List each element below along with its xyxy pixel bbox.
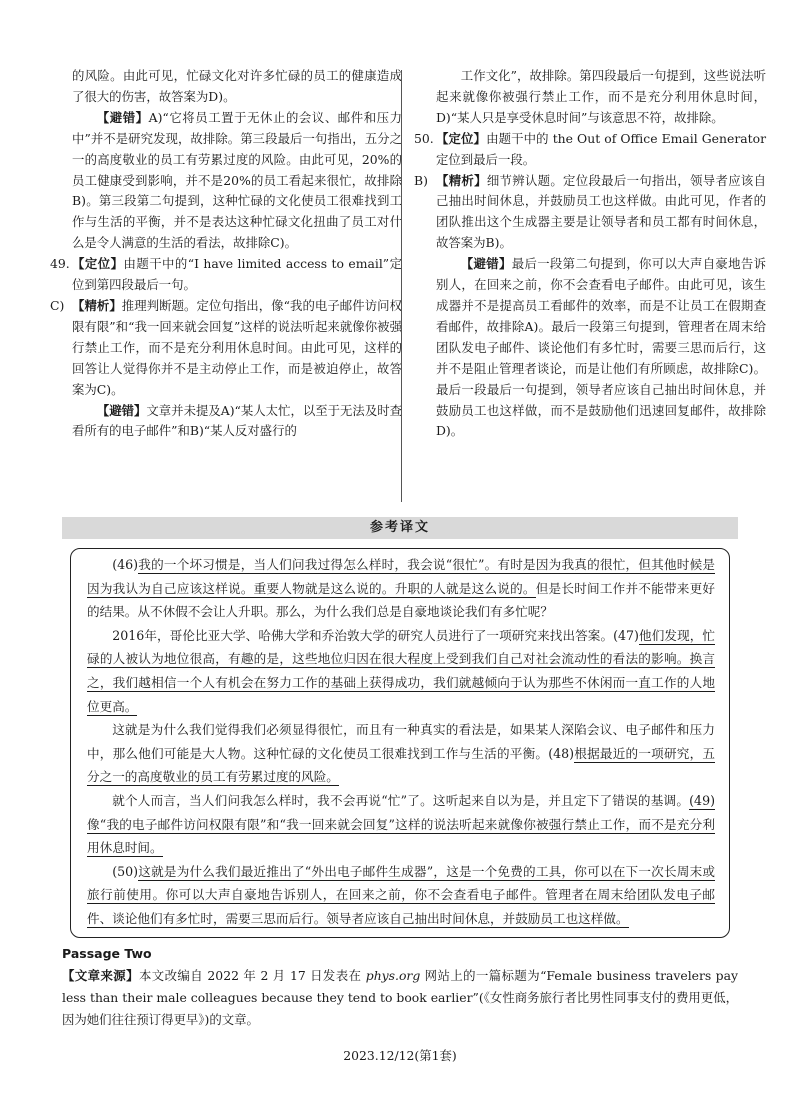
plain-text: 2016年，哥伦比亚大学、哈佛大学和乔治敦大学的研究人员进行了一项研究来找出答案。(47) [112, 627, 639, 643]
translation-paragraph-1 [87, 553, 715, 624]
question-number: 50. [414, 130, 434, 146]
underlined-sentence-48: 根据最近的一项研究，五分之一的高度敬业的员工有劳累过度的风险。 [87, 745, 716, 785]
plain-text: 就个人而言，当人们问我怎么样时，我不会再说“忙”了。这听起来自以为是，并且定下了错误的基调。 [112, 792, 690, 808]
analysis-label: 【精析】 [436, 172, 487, 188]
marker-46: (46) [112, 557, 139, 572]
left-column [50, 66, 403, 442]
page-footer: 2023.12/12(第1套) [343, 1048, 457, 1063]
locate-text: 由题干中的“I have limited access to email”定位到第四段最后一句。 [72, 256, 403, 293]
locate-text: 由题干中的 the Out of Office Email Generator 定位到最后一段。 [436, 130, 766, 167]
underlined-sentence-50: 这就是为什么我们最近推出了“外出电子邮件生成器”，这是一个免费的工具，你可以在下一次长周末或旅行前使用。你可以大声自豪地告诉别人，在回来之前，你不会查看电子邮件。管理者在周末给团队发电子邮件、谈论他们有多忙时，需要三思而后行。领导者应该自己抽出时间休息，并鼓励员工也这样做。 [87, 863, 715, 926]
q48-avoid-note [72, 108, 402, 254]
passage-two-heading: Passage Two [62, 946, 152, 961]
q49-avoid-note [72, 401, 402, 443]
avoid-label: 【避错】 [460, 256, 512, 272]
section-header-bar [62, 517, 738, 539]
avoid-text: 文章并未提及A)“某人太忙，以至于无法及时查看所有的电子邮件”和B)“某人反对盛行的 [72, 402, 403, 439]
avoid-text: 最后一段第二句提到，你可以大声自豪地告诉别人，在回来之前，你不会查看电子邮件。由此可见，该生成器并不是提高员工看邮件的效率，而是不让员工在假期查看邮件，故排除A)。最后一段第三句提到，管理者在周末给团队发电子邮件、谈论他们有多忙时，需要三思而后行，这并不是阻止管理者谈论，而是让他们有所顾虑，故排除C)。最后一段最后一句提到，领导者应该自己抽出时间休息，并鼓励员工也这样做，而不是鼓励他们迅速回复邮件，故排除D)。 [436, 256, 767, 439]
underlined-sentence-46: 我的一个坏习惯是，当人们问我过得怎么样时，我会说“很忙”。有时是因为我真的很忙，但其他时候是因为我认为自己应该这样说。重要人物就是这么说的。升职的人就是这么说的。 [87, 557, 715, 596]
q49-analysis [50, 296, 402, 401]
right-paragraph-1: 工作文化”，故排除。第四段最后一句提到，这些说法听起来就像你被强行禁止工作，而不是充分利用休息时间，D)“某人只是享受休息时间”与该意思不符，故排除。 [436, 68, 766, 125]
q50-locate [414, 129, 766, 171]
translation-paragraph-4 [87, 789, 715, 860]
column-divider [401, 70, 402, 502]
left-paragraph-1: 的风险。由此可见，忙碌文化对许多忙碌的员工的健康造成了很大的伤害，故答案为D)。 [72, 68, 402, 104]
right-column [414, 66, 767, 442]
question-number: 49. [50, 256, 70, 272]
locate-label: 【定位】 [436, 130, 487, 146]
plain-text: 但是长时间工作并不能带来更好的结果。从不休假不会让人升职。那么，为什么我们总是自豪地谈论我们有多忙呢？ [87, 580, 716, 620]
marker-50: (50) [112, 863, 139, 879]
analysis-label: 【精析】 [72, 297, 122, 313]
source-label: 【文章来源】 [62, 968, 139, 983]
translation-box [70, 548, 730, 938]
article-source [62, 965, 738, 1031]
avoid-text: A)“它将员工置于无休止的会议、邮件和压力中”并不是研究发现，故排除。第三段最后一句指出，五分之一的高度敬业的员工有劳累过度的风险。由此可见，20%的员工健康受到影响，并不是20%的员工看起来很忙，故排除B)。第三段第二句提到，这种忙碌的文化使员工很难找到工作与生活的平衡，并不是表达这种忙碌文化扭曲了员工对什么是令人满意的生活的看法，故排除C)。 [72, 109, 403, 251]
analysis-text: 推理判断题。定位句指出，像“我的电子邮件访问权限有限”和“我一回来就会回复”这样的说法听起来就像你被强行禁止工作，而不是充分利用休息时间。由此可见，这样的回答让人觉得你并不是主动停止工作，而是被迫停止，故答案为C)。 [72, 297, 402, 397]
translation-paragraph-2 [87, 624, 715, 718]
plain-text: 这就是为什么我们觉得我们必须显得很忙，而且有一种真实的看法是，如果某人深陷会议、电子邮件和压力中，那么他们可能是大人物。这种忙碌的文化使员工很难找到工作与生活的平衡。(48) [87, 722, 715, 761]
locate-label: 【定位】 [72, 256, 124, 272]
underlined-sentence-47: 他们发现，忙碌的人被认为地位很高，有趣的是，这些地位归因在很大程度上受到我们自己对社会流动性的看法的影响。换言之，我们越相信一个人有机会在努力工作的基础上获得成功，我们就越倾向于认为那些不休闲而一直工作的人地位更高。 [87, 627, 716, 714]
q50-avoid-note [436, 254, 766, 442]
source-text-post: 网站上的一篇标题为“Female business travelers pay less than their male colleagues because they tend to book earlier”(《女性商务旅行者比男性同事支付的费用更低，因为她们往往预订得更早》)的文章。 [62, 968, 738, 1027]
source-site: phys.org [365, 968, 421, 983]
translation-paragraph-3 [87, 718, 715, 789]
section-title: 参考译文 [369, 520, 430, 535]
avoid-label: 【避错】 [96, 109, 149, 125]
analysis-text: 细节辨认题。定位段最后一句指出，领导者应该自己抽出时间休息，并鼓励员工也这样做。由此可见，作者的团队推出这个生成器主要是让领导者和员工都有时间休息，故答案为B)。 [436, 172, 767, 251]
answer-letter: B) [414, 172, 428, 188]
translation-paragraph-5 [87, 860, 715, 931]
q49-locate [50, 254, 403, 296]
avoid-label: 【避错】 [96, 402, 147, 418]
underlined-sentence-49: (49)像“我的电子邮件访问权限有限”和“我一回来就会回复”这样的说法听起来就像你被强行禁止工作，而不是充分利用休息时间。 [87, 792, 715, 856]
source-text-pre: 本文改编自 2022 年 2 月 17 日发表在 [138, 968, 366, 983]
q50-analysis [414, 171, 767, 255]
answer-letter: C) [50, 297, 65, 313]
